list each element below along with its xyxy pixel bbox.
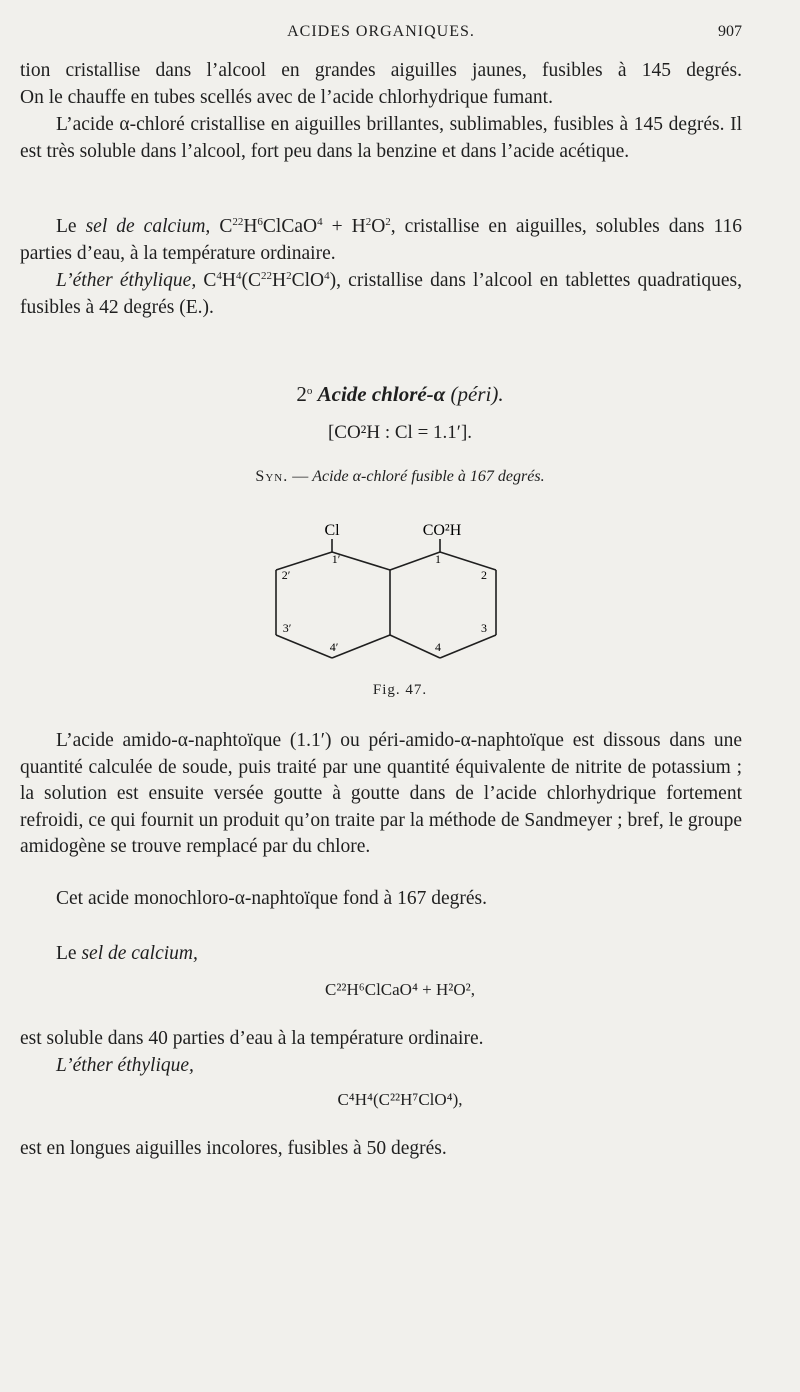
- formula-ethyl-ether-2: C⁴H⁴(C²²H⁷ClO⁴),: [337, 1090, 463, 1109]
- paragraph-7-after: est soluble dans 40 parties d’eau à la température ordinaire.: [20, 1028, 484, 1049]
- position-4: 4: [435, 640, 441, 654]
- paragraph-alpha-chlore: [20, 112, 742, 165]
- paragraph-preparation: [20, 728, 742, 861]
- formula-ethyl-ether: $C^4H^4(C^{22}H^2ClO^4$: [203, 270, 330, 291]
- position-1: 1: [435, 552, 441, 566]
- page-number: 907: [718, 23, 742, 40]
- formula-calcium-salt: $C^{22}H^6ClCaO^4 + H^2O^2$: [219, 216, 391, 237]
- position-formula: [CO²H : Cl = 1.1′].: [327, 422, 473, 443]
- substituent-co2h: CO²H: [422, 522, 462, 539]
- position-3-prime: 3′: [282, 621, 292, 635]
- section-title: Acide chloré-α: [317, 382, 446, 406]
- paragraph-8-after: est en longues aiguilles incolores, fusibles à 50 degrés.: [20, 1138, 447, 1159]
- term-sel-de-calcium: sel de calcium,: [85, 216, 211, 237]
- position-4-prime: 4′: [329, 640, 339, 654]
- position-3: 3: [481, 621, 487, 635]
- paragraph-continuation: [20, 58, 742, 111]
- paragraph-4: L’éther éthylique, $C^4H^4(C^{22}H^2ClO^4)$, cristallise dans l’alcool en tablettes quadratiques, fusibles à 42 degrés (E.).: [20, 270, 743, 318]
- paragraph-7-term: Le sel de calcium,: [56, 943, 198, 964]
- paragraph-5: L’acide amido-α-naphtoïque (1.1′) ou péri-amido-α-naphtoïque est dissous dans une quantité calculée de soude, puis traité par une quantité équivalente de nitrite de potassium ; la solution est ensuite versée goutte à goutte dans de l’acide chlorhydrique fortement refroidi, ce qui fournit un produit qu’on traite par la méthode de Sandmeyer ; bref, le groupe amidogène se trouve remplacé par du chlore.: [20, 730, 742, 857]
- term-ether-ethylique: L’éther éthylique,: [56, 270, 197, 291]
- paragraph-1-line-2: On le chauffe en tubes scellés avec de l’acide chlorhydrique fumant.: [20, 86, 553, 108]
- substituent-cl: Cl: [324, 522, 340, 539]
- paragraph-melting-point: [20, 886, 742, 913]
- position-1-prime: 1′: [331, 552, 341, 566]
- paragraph-ethyl-ether: [20, 268, 742, 321]
- formula-calcium-salt-2: C²²H⁶ClCaO⁴ + H²O²,: [325, 980, 475, 999]
- paragraph-calcium-salt-2: [20, 941, 742, 968]
- position-2-prime: 2′: [281, 568, 291, 582]
- paragraph-6: Cet acide monochloro-α-naphtoïque fond à 167 degrés.: [56, 888, 487, 909]
- running-header: [20, 23, 742, 49]
- position-2: 2: [481, 568, 487, 582]
- paragraph-1-line-1: tion cristallise dans l’alcool en grandes aiguilles jaunes, fusibles à 145 degrés.: [20, 60, 742, 81]
- paragraph-ethyl-ether-2: [20, 1053, 742, 1080]
- paragraph-calcium-salt: [20, 214, 742, 267]
- synonym-line: Syn. — Acide α-chloré fusible à 167 degrés.: [255, 468, 545, 485]
- paragraph-3: Le sel de calcium, $C^{22}H^6ClCaO^4 + H^2O^2$, cristallise en aiguilles, solubles dans 116 parties d’eau, à la température ordinaire.: [20, 216, 743, 264]
- running-title: ACIDES ORGANIQUES.: [287, 23, 475, 40]
- figure-caption: Fig. 47.: [372, 682, 428, 698]
- paragraph-8-term: L’éther éthylique,: [56, 1055, 194, 1076]
- section-heading: 2$^o$ Acide chloré-α (péri).: [296, 382, 504, 406]
- paragraph-2: L’acide α-chloré cristallise en aiguilles brillantes, sublimables, fusibles à 145 degrés. Il est très soluble dans l’alcool, fort peu dans la benzine et dans l’acide acétique.: [20, 114, 742, 162]
- naphthalene-structure-diagram: [260, 515, 520, 680]
